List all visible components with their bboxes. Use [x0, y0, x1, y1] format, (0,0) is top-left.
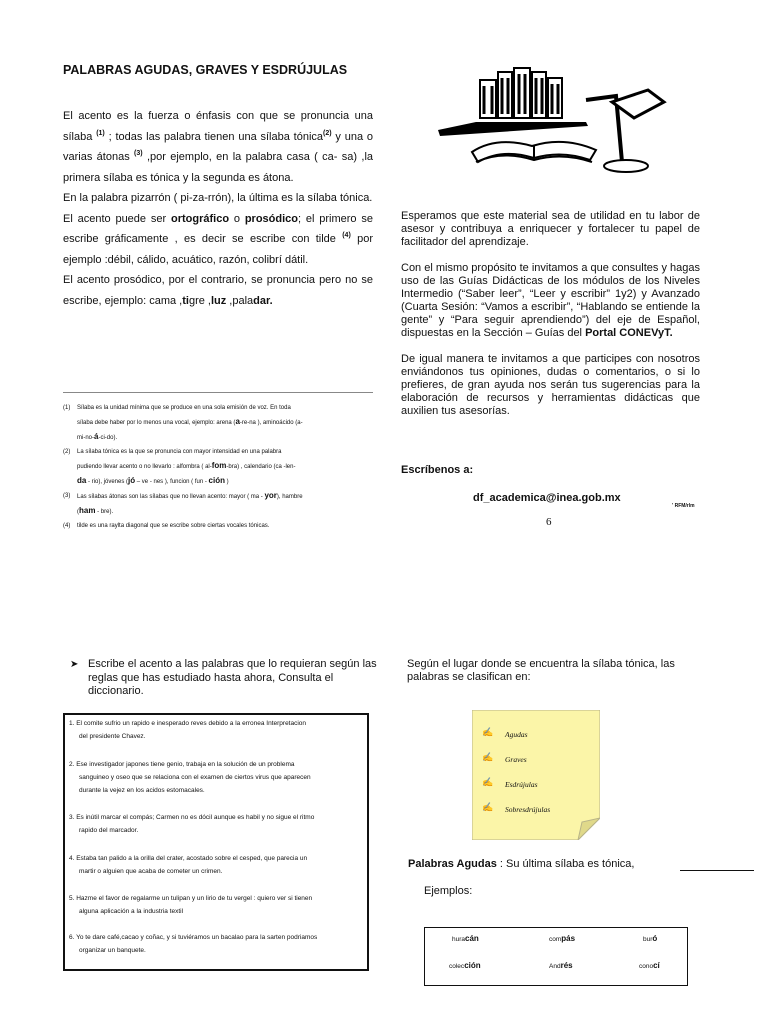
intro-text: [63, 106, 373, 311]
text-span: Sílaba es la unidad mínima que se produce en una sola emisión de voz. En toda: [77, 405, 291, 411]
footnote-2-cont: [63, 474, 373, 489]
text-span: ), hambre: [276, 494, 303, 500]
bold-syllable: cán: [465, 934, 479, 943]
contact-label: Escríbenos a:: [401, 464, 474, 476]
text-span: colec: [449, 963, 465, 970]
footnote-1: [63, 401, 373, 415]
text-span: -ci-do).: [98, 435, 118, 441]
exercise-line: alguna aplicación a la industria textil: [79, 908, 184, 915]
bold-syllable: dar.: [253, 294, 273, 307]
bold-syllable: ción: [464, 961, 481, 970]
exercise-line: 2. Ese investigador japones tiene genio, trabaja en la solución de un problema: [69, 761, 295, 768]
example-word: [449, 961, 481, 970]
text-span: ): [224, 479, 229, 485]
exercise-line: martir o alguien que acaba de cometer un crimen.: [79, 868, 223, 875]
category-label: Esdrújulas: [505, 780, 538, 789]
text-span: Su última sílaba es tónica,: [502, 858, 635, 870]
bold-syllable: cí: [653, 961, 660, 970]
author-initials: ' RFM/rlm: [672, 503, 695, 509]
bold-syllable: ción: [208, 476, 225, 485]
text-span: o: [233, 212, 240, 225]
portal-name: Portal CONEVyT.: [585, 327, 673, 339]
text-span: - bre).: [95, 509, 114, 515]
category-label: Agudas: [505, 730, 528, 739]
text-span: ,pala: [226, 294, 254, 307]
exercise-line: durante la vejez en los acidos estomacales.: [79, 787, 205, 794]
exercise-line: organizar un banquete.: [79, 947, 146, 954]
exercise-item: [69, 892, 361, 918]
bold-syllable: yor: [264, 491, 277, 500]
text-span: ,por ejemplo, en la palabra casa ( ca- sa) ,la primera sílaba es tónica y la segunda es átona.: [63, 151, 374, 184]
exercise-line: 3. Es inútil marcar el compás; Carmen no es dócil aunque es habil y no sigue el ritmo: [69, 814, 315, 821]
bold-syllable: jó: [128, 476, 136, 485]
footnote-3-cont: [63, 504, 373, 519]
bold-syllable: ó: [652, 934, 658, 943]
exercise-line: sanguineo y oseo que se relaciona con el examen de ciertos virus que aparecen: [79, 774, 311, 781]
examples-table: [424, 927, 688, 986]
footnote-ref-3: (3): [134, 150, 143, 157]
example-word: [643, 934, 657, 943]
text-span: El acento es la fuerza o énfasis con que se pronuncia una sílaba: [63, 110, 373, 143]
bold-syllable: fom: [211, 461, 227, 470]
footnote-ref-4: (4): [342, 232, 351, 239]
closing-paragraph-3: De igual manera te invitamos a que participes con nosotros enviándonos tus opiniones, dudas o comentarios, o si lo prefieres, de gran ayuda nos serán tus sugerencias para la elaboración de recursos y herramientas didácticas que auxilien tus asesorías.: [401, 353, 700, 417]
text-span: ; el primero se escribe gráficamente , es decir se escribe con tilde: [63, 212, 373, 245]
text-span: com: [549, 936, 562, 943]
pencil-icon: ✍: [482, 727, 494, 737]
footnote-2: [63, 445, 373, 459]
text-span: gre ,: [188, 294, 211, 307]
agudas-definition: [408, 858, 634, 870]
closing-paragraph-1: Esperamos que este material sea de utilidad en tu labor de asesor y contribuya a enriquecer y fortalecer tu papel de facilitador del aprendizaje.: [401, 210, 700, 248]
footnote-1-cont: [63, 415, 373, 430]
footnote-number: (3): [63, 493, 71, 499]
text-span: sílaba debe haber por lo menos una vocal, ejemplo: arena (: [77, 420, 236, 426]
text-span: Las sílabas átonas son las sílabas que no llevan acento: mayor ( ma -: [77, 494, 265, 500]
agudas-title: Palabras Agudas: [408, 858, 497, 870]
exercise-line: 5. Hazme el favor de regalarme un tulipan y un lirio de tu vergel : quiero ver si tienen: [69, 895, 313, 902]
text-span: And: [549, 963, 561, 970]
text-span: -re-na ), aminoácido (a-: [239, 420, 303, 426]
exercise-item: [69, 758, 361, 797]
paragraph-1: [63, 106, 373, 188]
page-number: 6: [546, 516, 552, 528]
footnote-ref-2: (2): [323, 129, 332, 137]
bold-syllable: á: [94, 432, 99, 441]
page-title: PALABRAS AGUDAS, GRAVES Y ESDRÚJULAS: [63, 63, 348, 77]
text-span: - rio), jóvenes (: [86, 479, 129, 485]
instruction-text: Escribe el acento a las palabras que lo requieran según las reglas que has estudiado hasta ahora, Consulta el diccionario.: [88, 658, 377, 697]
text-span: hura: [452, 936, 466, 943]
text-span: cono: [639, 963, 654, 970]
category-label: Sobresdrújulas: [505, 805, 551, 814]
text-span: – ve - nes ), funcion ( fun -: [135, 479, 209, 485]
bold-syllable: a: [235, 417, 240, 426]
text-span: La sílaba tónica es la que se pronuncia con mayor intensidad en una palabra: [77, 449, 282, 455]
exercise-line: 6. Yo te dare café,cacao y coñac, y si tuviéramos un bacalao para la sarten podriamos: [69, 934, 318, 941]
bold-syllable: ham: [79, 506, 96, 515]
footnote-number: (2): [63, 449, 71, 455]
exercise-item: [69, 717, 361, 743]
pencil-icon: ✍: [482, 802, 494, 812]
footnotes: [63, 401, 373, 533]
exercise-line: rapido del marcador.: [79, 827, 139, 834]
text-span: tilde es una raylta diagonal que se escribe sobre ciertas vocales tónicas.: [77, 523, 270, 529]
bold-syllable: pás: [561, 934, 576, 943]
bold-syllable: rés: [560, 961, 573, 970]
text-span: Con el mismo propósito te invitamos a que consultes y hagas uso de las Guías Didácticas de los módulos de los Niveles Intermedio (“Saber leer”, “Leer y escribir” 1y2) y Avanzado (Cuarta Sesión: “Vamos a escribir”, “Hablando se entiende la gente” y “Para seguir aprendiendo”) del eje de Español, dispuestas en la Sección – Guías del: [401, 262, 700, 339]
blank-line: [680, 870, 754, 871]
bold-syllable: da: [77, 476, 87, 485]
exercise-line: 4. Estaba tan palido a la orilla del crater, acostado sobre el cesped, que parecia un: [69, 855, 308, 862]
text-span: y una o varias átonas: [63, 130, 374, 163]
exercise-line: del presidente Chavez.: [79, 733, 146, 740]
text-span: bur: [643, 936, 653, 943]
text-span: :: [496, 858, 503, 870]
bold-term: prosódico: [244, 212, 298, 225]
text-span: mi-no-: [77, 435, 95, 441]
text-span: (: [77, 509, 79, 515]
text-span: por ejemplo :débil, cálido, acuático, razón, colibrí dátil.: [63, 233, 373, 266]
category-label: Graves: [505, 755, 527, 764]
text-span: -bra) , calendario (ca -len-: [226, 464, 296, 470]
sticky-note: [472, 710, 600, 840]
footnote-1-cont: [63, 430, 373, 445]
pencil-icon: ✍: [482, 752, 494, 762]
text-span: pudiendo llevar acento o no llevarlo : alfombra ( al-: [77, 464, 212, 470]
closing-text: [401, 210, 700, 431]
exercise-line: 1. El comite sufrio un rapido e inesperado reves debido a la erronea Interpretacion: [69, 720, 307, 727]
bold-syllable: ti: [182, 294, 189, 307]
exercise-item: [69, 931, 361, 957]
paragraph-3: [63, 209, 373, 271]
footnote-divider: [63, 392, 373, 393]
footnote-ref-1: (1): [96, 129, 105, 137]
example-word: [549, 961, 573, 970]
example-word: [639, 961, 660, 970]
arrow-bullet-icon: ➤: [70, 659, 79, 670]
text-span: El acento prosódico, por el contrario, se pronuncia pero no se escribe, ejemplo: cama ,: [63, 274, 373, 307]
paragraph-2: En la palabra pizarrón ( pi-za-rrón), la última es la sílaba tónica.: [63, 192, 373, 204]
closing-paragraph-2: [401, 262, 700, 340]
exercise-box: [63, 713, 369, 971]
bold-term: ortográfico: [170, 212, 230, 225]
example-word: [549, 934, 575, 943]
footnote-number: (1): [63, 405, 71, 411]
classification-intro: Según el lugar donde se encuentra la sílaba tónica, las palabras se clasifican en:: [407, 658, 675, 683]
bold-syllable: luz: [210, 294, 227, 307]
email-address: df_academica@inea.gob.mx: [473, 492, 621, 504]
exercise-item: [69, 811, 361, 837]
footnote-2-cont: [63, 459, 373, 474]
paragraph-4: [63, 270, 373, 311]
exercise-item: [69, 852, 361, 878]
text-span: ; todas las palabra tienen una sílaba tónica: [108, 130, 324, 143]
exercise-instruction: [70, 658, 380, 699]
pencil-icon: ✍: [482, 777, 494, 787]
books-lamp-illustration: [436, 66, 668, 186]
example-word: [452, 934, 479, 943]
footnote-4: [63, 519, 373, 533]
examples-label: Ejemplos:: [424, 885, 473, 897]
footnote-3: [63, 489, 373, 504]
footnote-number: (4): [63, 523, 71, 529]
text-span: El acento puede ser: [63, 212, 167, 225]
